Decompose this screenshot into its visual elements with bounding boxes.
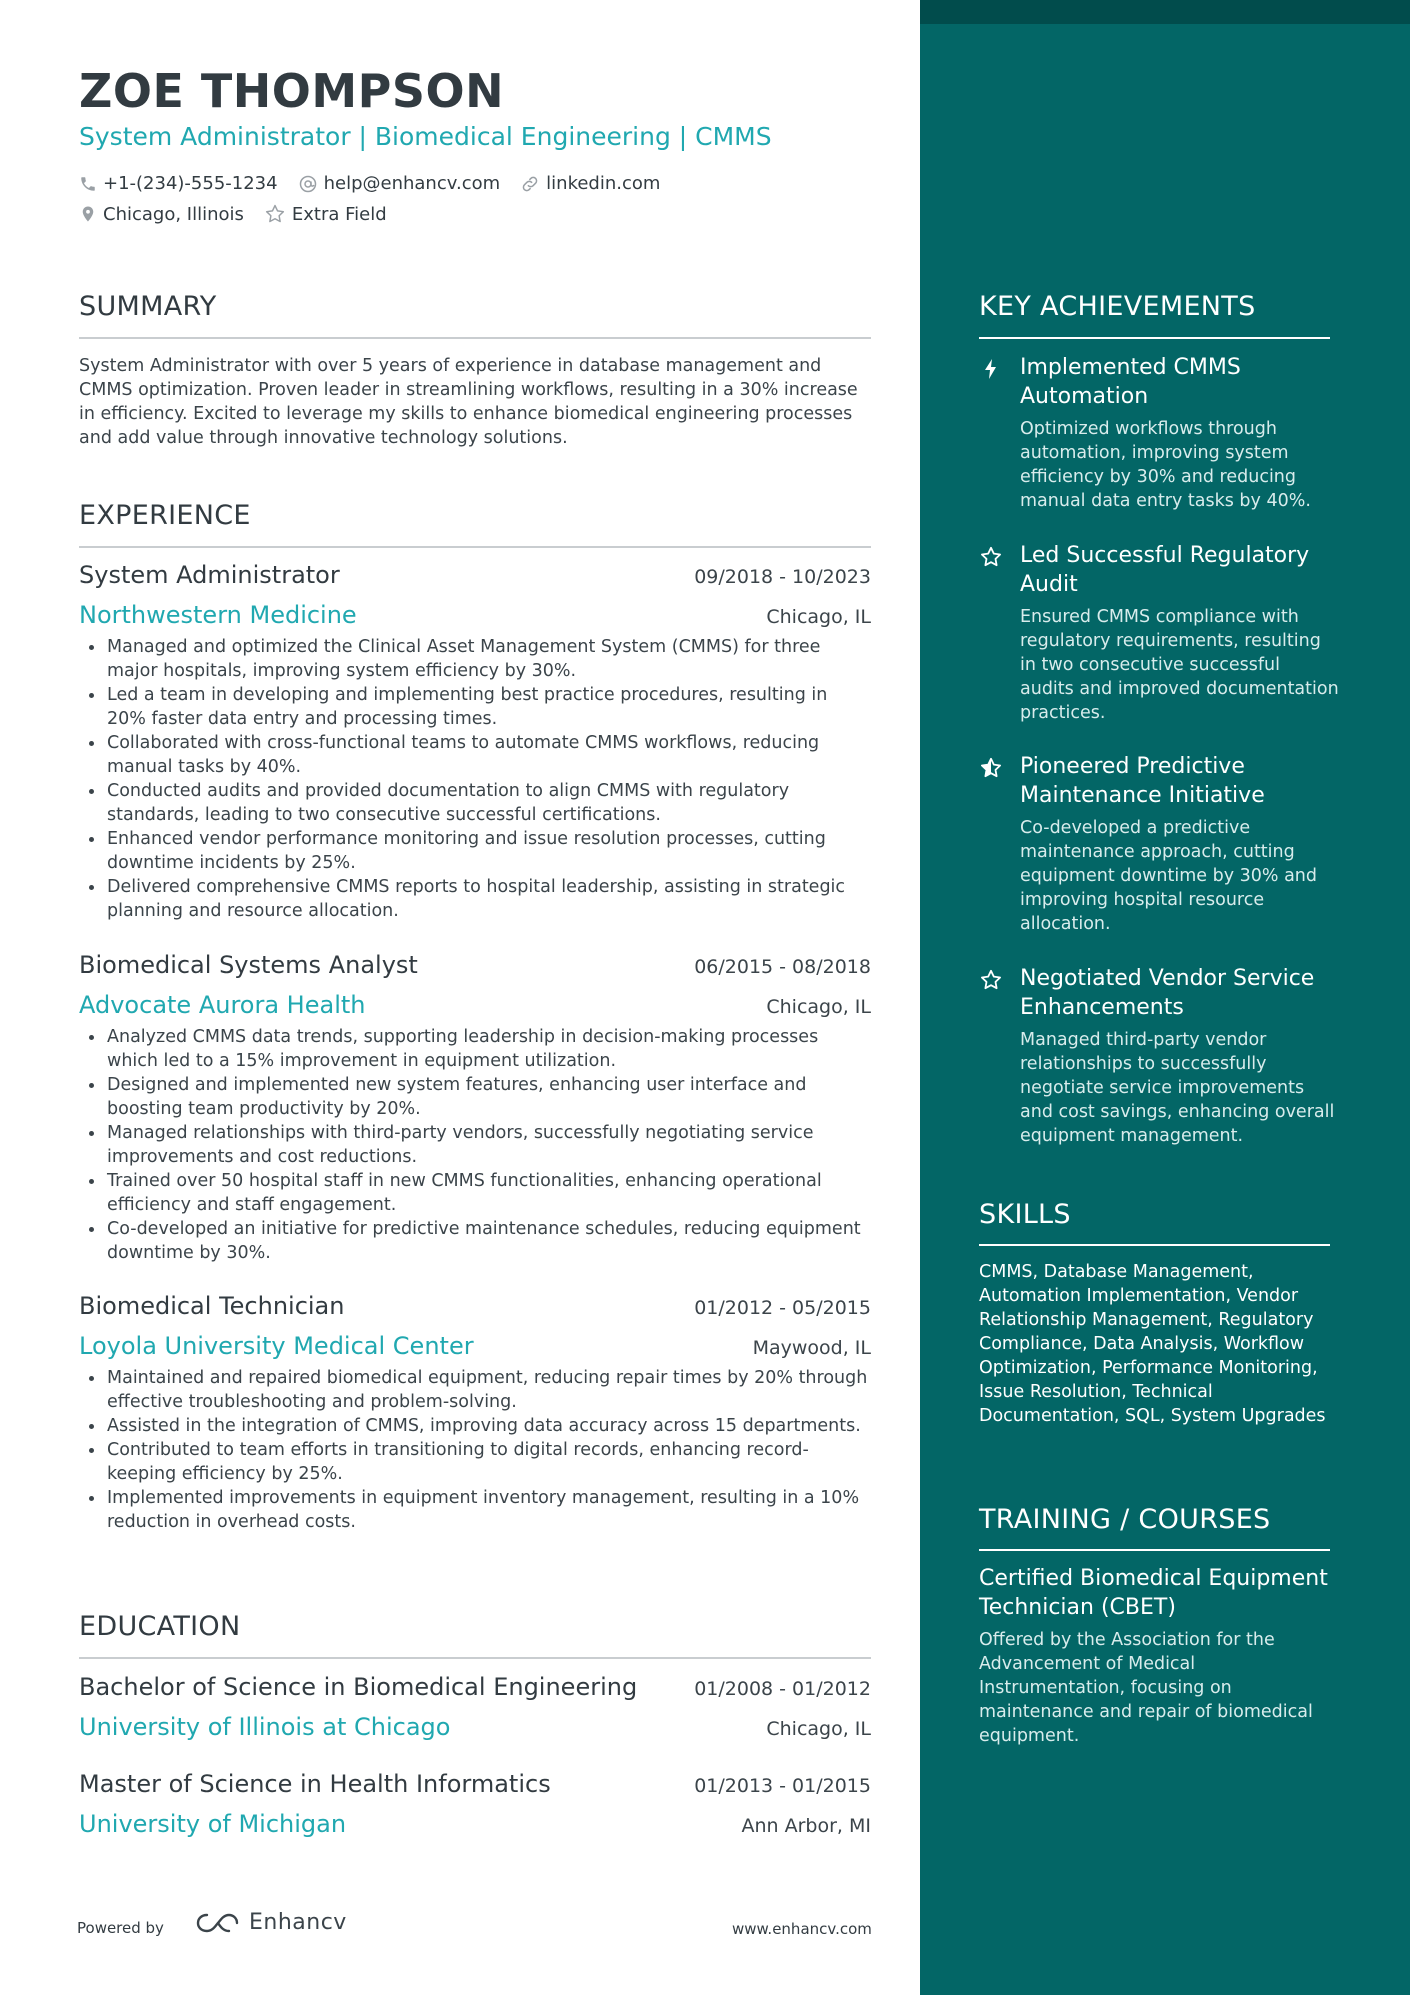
job-dates: 09/2018 - 10/2023 bbox=[694, 566, 871, 588]
course-desc: Offered by the Association for the Advancement of Medical Instrumentation, focusing on maintenance and repair of biomedical equipment. bbox=[979, 1630, 1313, 1746]
summary-title: SUMMARY bbox=[79, 291, 217, 322]
course-title: Certified Biomedical Equipment Technician (CBET) bbox=[979, 1566, 1328, 1620]
bullet-item: Analyzed CMMS data trends, supporting leadership in decision-making processes which led to a 15% improvement in equipment utilization. bbox=[79, 1025, 871, 1073]
achievements-title: KEY ACHIEVEMENTS bbox=[979, 291, 1256, 322]
achievements-divider bbox=[979, 337, 1330, 339]
skills-text: CMMS, Database Management, Automation Implementation, Vendor Relationship Management, Regulatory Compliance, Data Analysis, Workflow Optimization, Performance Monitoring, Issue Resolution, Technical Documentation, SQL, System Upgrades bbox=[979, 1262, 1326, 1426]
training-title: TRAINING / COURSES bbox=[979, 1504, 1271, 1535]
job-entry bbox=[79, 1292, 871, 1534]
achievement-item bbox=[979, 752, 1339, 936]
experience-title: EXPERIENCE bbox=[79, 500, 251, 531]
location-pin-icon bbox=[79, 204, 97, 224]
achievement-desc: Managed third-party vendor relationships to successfully negotiate service improvements and cost savings, enhancing overall equipment management. bbox=[1020, 1030, 1335, 1146]
bullet-item: Contributed to team efforts in transitioning to digital records, enhancing record-keeping efficiency by 25%. bbox=[79, 1438, 871, 1486]
education-entry bbox=[79, 1770, 871, 1838]
powered-by-label: Powered by bbox=[77, 1919, 164, 1937]
job-dates: 06/2015 - 08/2018 bbox=[694, 956, 871, 978]
degree-title: Bachelor of Science in Biomedical Engineering bbox=[79, 1673, 638, 1701]
bullet-item: Maintained and repaired biomedical equipment, reducing repair times by 20% through effective troubleshooting and problem-solving. bbox=[79, 1366, 871, 1414]
bullet-item: Delivered comprehensive CMMS reports to hospital leadership, assisting in strategic planning and resource allocation. bbox=[79, 875, 871, 923]
bullet-item: Implemented improvements in equipment inventory management, resulting in a 10% reduction in overhead costs. bbox=[79, 1486, 871, 1534]
achievement-title: Led Successful Regulatory Audit bbox=[1020, 543, 1310, 597]
location-item bbox=[79, 204, 244, 225]
phone-icon bbox=[79, 175, 97, 193]
job-company: Loyola University Medical Center bbox=[79, 1332, 474, 1360]
bullet-item: Led a team in developing and implementing best practice procedures, resulting in 20% faster data entry and processing times. bbox=[79, 683, 871, 731]
experience-divider bbox=[79, 546, 871, 548]
education-dates: 01/2008 - 01/2012 bbox=[694, 1678, 871, 1700]
job-bullets bbox=[79, 635, 871, 923]
bullet-item: Conducted audits and provided documentation to align CMMS with regulatory standards, leading to two consecutive successful certifications. bbox=[79, 779, 871, 827]
candidate-name: ZOE THOMPSON bbox=[79, 64, 505, 118]
lightning-icon bbox=[979, 357, 1003, 381]
job-entry bbox=[79, 561, 871, 923]
job-dates: 01/2012 - 05/2015 bbox=[694, 1297, 871, 1319]
extra-field-text: Extra Field bbox=[291, 203, 387, 225]
star-outline-icon bbox=[264, 203, 286, 225]
training-divider bbox=[979, 1549, 1330, 1551]
bullet-item: Enhanced vendor performance monitoring and issue resolution processes, cutting downtime incidents by 25%. bbox=[79, 827, 871, 875]
degree-title: Master of Science in Health Informatics bbox=[79, 1770, 551, 1798]
school-name: University of Michigan bbox=[79, 1810, 347, 1838]
job-company: Northwestern Medicine bbox=[79, 601, 357, 629]
bullet-item: Assisted in the integration of CMMS, improving data accuracy across 15 departments. bbox=[79, 1414, 871, 1438]
extra-item bbox=[264, 203, 387, 225]
website-link[interactable]: linkedin.com bbox=[546, 173, 661, 194]
bullet-item: Co-developed an initiative for predictive maintenance schedules, reducing equipment downtime by 30%. bbox=[79, 1217, 871, 1265]
education-entry bbox=[79, 1673, 871, 1741]
achievement-title: Implemented CMMS Automation bbox=[1020, 355, 1241, 409]
education-title: EDUCATION bbox=[79, 1611, 241, 1642]
headline: System Administrator | Biomedical Engineering | CMMS bbox=[79, 122, 772, 151]
bullet-item: Managed relationships with third-party vendors, successfully negotiating service improvements and cost reductions. bbox=[79, 1121, 871, 1169]
star-icon bbox=[979, 968, 1003, 992]
education-dates: 01/2013 - 01/2015 bbox=[694, 1775, 871, 1797]
phone-text[interactable]: +1-(234)-555-1234 bbox=[103, 173, 278, 194]
footer-url[interactable]: www.enhancv.com bbox=[732, 1920, 872, 1938]
achievement-desc: Co-developed a predictive maintenance approach, cutting equipment downtime by 30% and improving hospital resource allocation. bbox=[1020, 818, 1317, 934]
email-item bbox=[298, 173, 501, 194]
link-icon bbox=[520, 174, 540, 194]
job-location: Chicago, IL bbox=[766, 606, 871, 628]
school-name: University of Illinois at Chicago bbox=[79, 1713, 451, 1741]
job-title: Biomedical Systems Analyst bbox=[79, 951, 418, 979]
brand-name: Enhancv bbox=[249, 1910, 347, 1935]
website-item bbox=[520, 173, 660, 194]
job-bullets bbox=[79, 1025, 871, 1265]
bullet-item: Trained over 50 hospital staff in new CMMS functionalities, enhancing operational efficiency and staff engagement. bbox=[79, 1169, 871, 1217]
phone-item bbox=[79, 173, 278, 194]
contact-row bbox=[79, 173, 680, 194]
skills-divider bbox=[979, 1244, 1330, 1246]
achievement-item bbox=[979, 964, 1339, 1148]
bullet-item: Designed and implemented new system features, enhancing user interface and boosting team productivity by 20%. bbox=[79, 1073, 871, 1121]
half-star-icon bbox=[979, 756, 1003, 780]
location-text: Chicago, Illinois bbox=[103, 203, 244, 225]
contact-row-2 bbox=[79, 203, 407, 225]
star-icon bbox=[979, 545, 1003, 569]
job-title: Biomedical Technician bbox=[79, 1292, 345, 1320]
school-location: Ann Arbor, MI bbox=[741, 1815, 871, 1837]
achievement-item bbox=[979, 541, 1339, 725]
course-entry bbox=[979, 1564, 1339, 1748]
school-location: Chicago, IL bbox=[766, 1718, 871, 1740]
job-company: Advocate Aurora Health bbox=[79, 991, 366, 1019]
enhancv-logo-icon bbox=[195, 1911, 241, 1935]
job-location: Maywood, IL bbox=[752, 1337, 871, 1359]
job-bullets bbox=[79, 1366, 871, 1534]
summary-divider bbox=[79, 337, 871, 339]
sidebar-top-band bbox=[920, 0, 1410, 24]
education-divider bbox=[79, 1657, 871, 1659]
job-location: Chicago, IL bbox=[766, 996, 871, 1018]
job-title: System Administrator bbox=[79, 561, 340, 589]
enhancv-logo[interactable] bbox=[195, 1910, 347, 1935]
bullet-item: Collaborated with cross-functional teams to automate CMMS workflows, reducing manual tasks by 40%. bbox=[79, 731, 871, 779]
achievement-desc: Ensured CMMS compliance with regulatory requirements, resulting in two consecutive successful audits and improved documentation practices. bbox=[1020, 607, 1339, 723]
summary-text: System Administrator with over 5 years of experience in database management and CMMS optimization. Proven leader in streamlining workflows, resulting in a 30% increase in efficiency. Excited to leverage my skills to enhance biomedical engineering processes and add value through innovative technology solutions. bbox=[79, 356, 858, 448]
achievement-title: Negotiated Vendor Service Enhancements bbox=[1020, 966, 1315, 1020]
job-entry bbox=[79, 951, 871, 1265]
email-link[interactable]: help@enhancv.com bbox=[323, 173, 501, 194]
bullet-item: Managed and optimized the Clinical Asset Management System (CMMS) for three major hospitals, improving system efficiency by 30%. bbox=[79, 635, 871, 683]
achievement-title: Pioneered Predictive Maintenance Initiative bbox=[1020, 754, 1265, 808]
skills-title: SKILLS bbox=[979, 1199, 1071, 1230]
at-icon bbox=[298, 174, 318, 194]
achievement-desc: Optimized workflows through automation, improving system efficiency by 30% and reducing manual data entry tasks by 40%. bbox=[1020, 419, 1311, 511]
achievement-item bbox=[979, 353, 1339, 513]
